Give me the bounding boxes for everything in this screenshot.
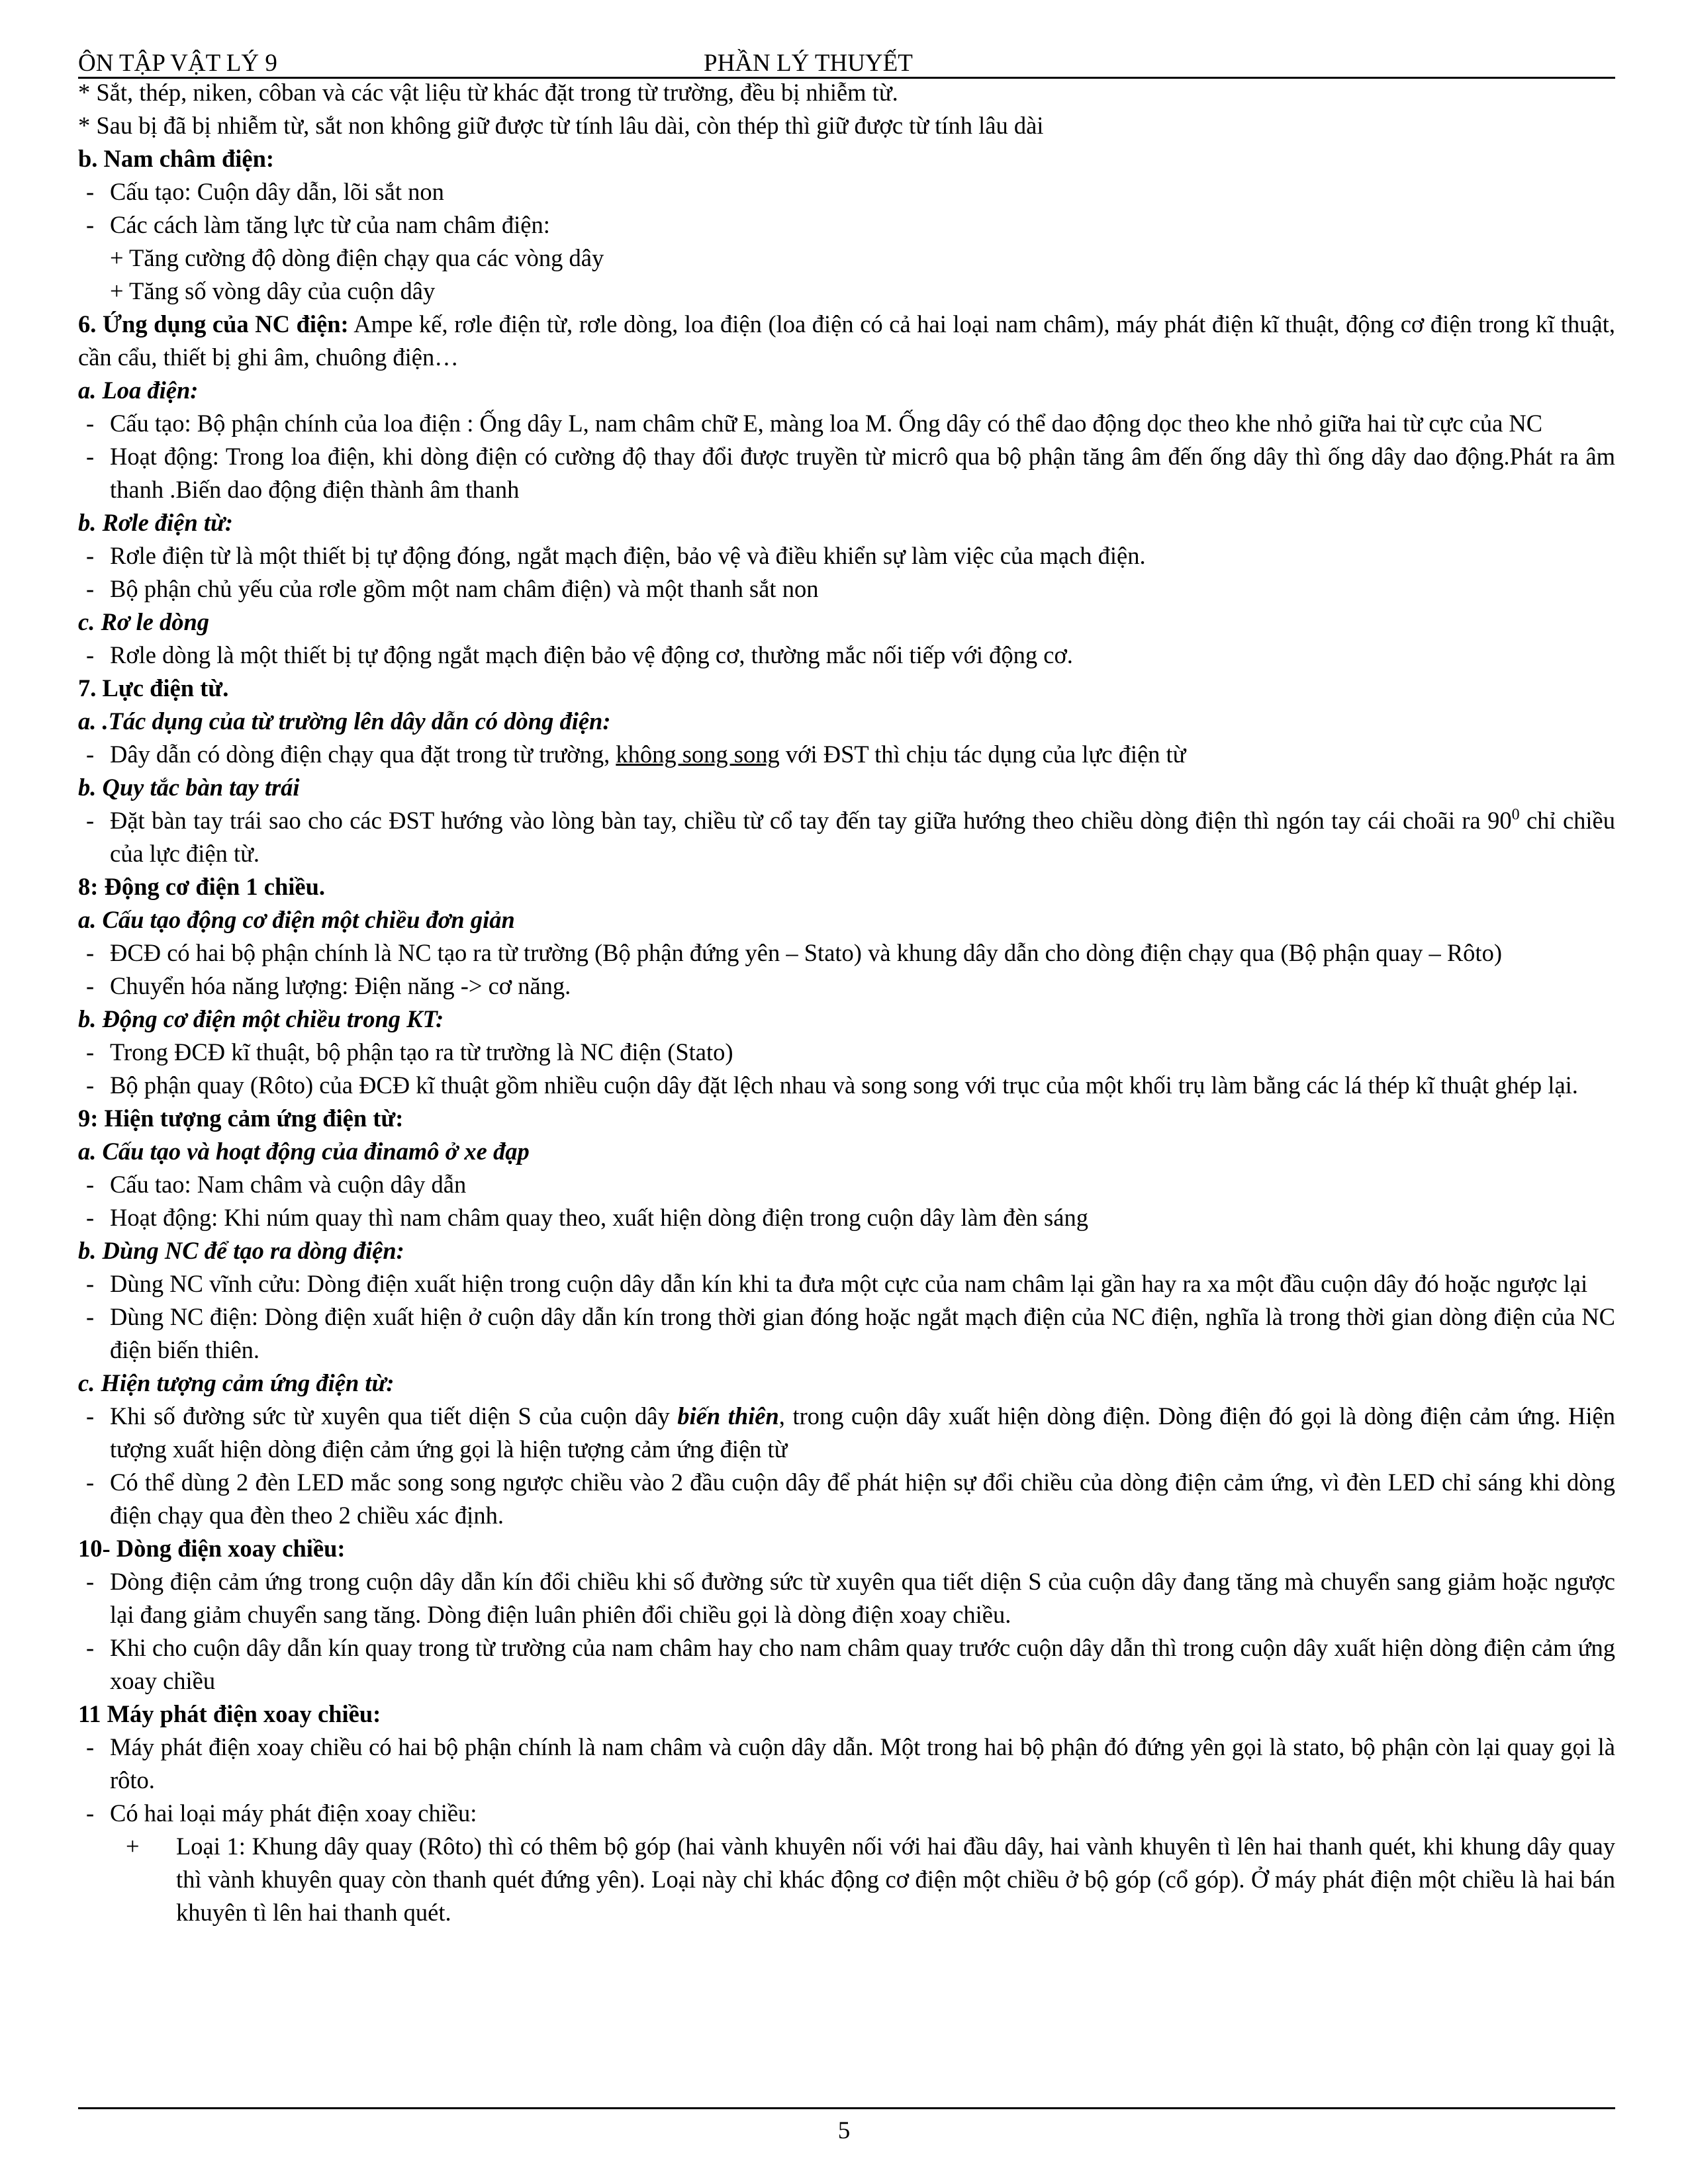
sub-item: + Tăng số vòng dây của cuộn dây — [110, 277, 436, 304]
bullet-item — [78, 804, 1615, 870]
bullet-item: - Chuyển hóa năng lượng: Điện năng -> cơ năng. — [78, 970, 1615, 1003]
subsection-heading: c. Rơ le dòng — [78, 608, 210, 635]
bullet-item: - Dùng NC điện: Dòng điện xuất hiện ở cuộn dây dẫn kín trong thời gian đóng hoặc ngắt mạch điện của NC điện, nghĩa là trong thời gian dòng điện của NC điện biến thiên. — [78, 1300, 1615, 1367]
page-header — [78, 45, 1615, 79]
bullet-item: - Trong ĐCĐ kĩ thuật, bộ phận tạo ra từ trường là NC điện (Stato) — [78, 1036, 1615, 1069]
bullet-item: - Có thể dùng 2 đèn LED mắc song song ngược chiều vào 2 đầu cuộn dây để phát hiện sự đổi chiều của dòng điện cảm ứng, vì đèn LED chỉ sáng khi dòng điện chạy qua đèn theo 2 chiều xác định. — [78, 1466, 1615, 1532]
bullet-text: với ĐST thì chịu tác dụng của lực điện từ — [779, 741, 1186, 768]
bullet-item: - ĐCĐ có hai bộ phận chính là NC tạo ra từ trường (Bộ phận đứng yên – Stato) và khung dây dẫn cho dòng điện chạy qua (Bộ phận quay – Rôto) — [78, 936, 1615, 970]
footer-divider — [78, 2107, 1615, 2109]
underlined-text: không song song — [616, 741, 780, 768]
document-body — [78, 76, 1615, 1929]
bullet-item — [78, 1400, 1615, 1466]
bullet-item: - Khi cho cuộn dây dẫn kín quay trong từ trường của nam châm hay cho nam châm quay trước cuộn dây dẫn thì trong cuộn dây xuất hiện dòng điện cảm ứng xoay chiều — [78, 1631, 1615, 1698]
subsection-heading: c. Hiện tượng cảm ứng điện từ: — [78, 1369, 395, 1396]
header-center-title: PHẦN LÝ THUYẾT — [704, 50, 913, 77]
bullet-item: - Cấu tạo: Bộ phận chính của loa điện : Ống dây L, nam châm chữ E, màng loa M. Ống dây có thể dao động dọc theo khe nhỏ giữa hai từ cực của NC — [78, 407, 1615, 440]
bullet-text: chỉ chiều của lực điện từ. — [110, 807, 1615, 867]
subsection-heading: b. Rơle điện từ: — [78, 509, 234, 536]
bullet-item: - Bộ phận chủ yếu của rơle gồm một nam châm điện) và một thanh sắt non — [78, 572, 1615, 606]
subsection-heading: b. Động cơ điện một chiều trong KT: — [78, 1005, 444, 1032]
section-heading: 8: Động cơ điện 1 chiều. — [78, 873, 326, 900]
bullet-text: Khi số đường sức từ xuyên qua tiết diện S của cuộn dây — [110, 1402, 678, 1430]
bullet-item — [78, 738, 1615, 771]
bullet-item: - Rơle dòng là một thiết bị tự động ngắt mạch điện bảo vệ động cơ, thường mắc nối tiếp với động cơ. — [78, 639, 1615, 672]
sub-item: + Loại 1: Khung dây quay (Rôto) thì có thêm bộ góp (hai vành khuyên nối với hai đầu dây, hai vành khuyên tì lên hai thanh quét, khi khung dây quay thì vành khuyên quay còn thanh quét đứng yên). Loại này chỉ khác động cơ điện một chiều ở bộ góp (cổ góp). Ở máy phát điện một chiều là hai bán khuyên tì lên hai thanh quét. — [78, 1830, 1615, 1929]
bullet-item: - Dùng NC vĩnh cửu: Dòng điện xuất hiện trong cuộn dây dẫn kín khi ta đưa một cực của nam châm lại gần hay ra xa một đầu cuộn dây đó hoặc ngược lại — [78, 1267, 1615, 1300]
paragraph-text: Ampe kế, rơle điện từ, rơle dòng, loa điện (loa điện có cả hai loại nam châm), máy phát điện kĩ thuật, động cơ điện trong kĩ thuật, cần cẩu, thiết bị ghi âm, chuông điện… — [78, 310, 1616, 371]
bullet-item: - Các cách làm tăng lực từ của nam châm điện: — [78, 208, 1615, 242]
emphasis-text: biến thiên — [677, 1402, 779, 1430]
bullet-item: - Hoạt động: Trong loa điện, khi dòng điện có cường độ thay đổi được truyền từ micrô qua bộ phận tăng âm đến ống dây thì ống dây dao động.Phát ra âm thanh .Biến dao động điện thành âm thanh — [78, 440, 1615, 506]
sub-item: + Tăng cường độ dòng điện chạy qua các vòng dây — [110, 244, 604, 271]
bullet-item: - Cấu tao: Nam châm và cuộn dây dẫn — [78, 1168, 1615, 1201]
page-number: 5 — [837, 2117, 851, 2144]
superscript: 0 — [1511, 806, 1520, 823]
bullet-text: Dây dẫn có dòng điện chạy qua đặt trong từ trường, — [110, 741, 616, 768]
bullet-item: - Bộ phận quay (Rôto) của ĐCĐ kĩ thuật gồm nhiều cuộn dây đặt lệch nhau và song song với trục của một khối trụ làm bằng các lá thép kĩ thuật ghép lại. — [78, 1069, 1615, 1102]
subsection-heading: a. Cấu tạo và hoạt động của đinamô ở xe đạp — [78, 1138, 530, 1165]
subsection-heading: b. Quy tắc bàn tay trái — [78, 774, 300, 801]
section-heading: 9: Hiện tượng cảm ứng điện từ: — [78, 1105, 404, 1132]
bullet-item: - Máy phát điện xoay chiều có hai bộ phận chính là nam châm và cuộn dây dẫn. Một trong hai bộ phận đó đứng yên gọi là stato, bộ phận còn lại quay gọi là rôto. — [78, 1731, 1615, 1797]
bullet-item: - Cấu tạo: Cuộn dây dẫn, lõi sắt non — [78, 175, 1615, 208]
bullet-item: - Hoạt động: Khi núm quay thì nam châm quay theo, xuất hiện dòng điện trong cuộn dây làm đèn sáng — [78, 1201, 1615, 1234]
text-line: * Sau bị đã bị nhiễm từ, sắt non không giữ được từ tính lâu dài, còn thép thì giữ được từ tính lâu dài — [78, 112, 1044, 139]
section-heading: b. Nam châm điện: — [78, 145, 275, 172]
section-heading: 6. Ứng dụng của NC điện: — [78, 310, 349, 338]
bullet-item: - Có hai loại máy phát điện xoay chiều: — [78, 1797, 1615, 1830]
header-left-title: ÔN TẬP VẬT LÝ 9 — [78, 50, 277, 77]
subsection-heading: b. Dùng NC để tạo ra dòng điện: — [78, 1237, 404, 1264]
bullet-item: - Rơle điện từ là một thiết bị tự động đóng, ngắt mạch điện, bảo vệ và điều khiển sự làm việc của mạch điện. — [78, 539, 1615, 572]
bullet-text: Đặt bàn tay trái sao cho các ĐST hướng vào lòng bàn tay, chiều từ cổ tay đến tay giữa hướng theo chiều dòng điện thì ngón tay cái choãi ra 90 — [110, 807, 1512, 834]
subsection-heading: a. Loa điện: — [78, 377, 199, 404]
section-heading: 10- Dòng điện xoay chiều: — [78, 1535, 346, 1562]
section-heading: 7. Lực điện từ. — [78, 674, 229, 702]
section-heading: 11 Máy phát điện xoay chiều: — [78, 1700, 381, 1727]
bullet-text: , trong cuộn dây xuất hiện dòng điện. Dòng điện đó gọi là dòng điện cảm ứng. Hiện tượng xuất hiện dòng điện cảm ứng gọi là hiện tượng cảm ứng điện từ — [110, 1402, 1615, 1463]
paragraph — [78, 308, 1615, 374]
subsection-heading: a. .Tác dụng của từ trường lên dây dẫn có dòng điện: — [78, 707, 611, 735]
subsection-heading: a. Cấu tạo động cơ điện một chiều đơn giản — [78, 906, 515, 933]
bullet-item: - Dòng điện cảm ứng trong cuộn dây dẫn kín đổi chiều khi số đường sức từ xuyên qua tiết diện S của cuộn dây đang tăng mà chuyển sang giảm hoặc ngược lại đang giảm chuyển sang tăng. Dòng điện luân phiên đổi chiều gọi là dòng điện xoay chiều. — [78, 1565, 1615, 1631]
text-line: * Sắt, thép, niken, côban và các vật liệu từ khác đặt trong từ trường, đều bị nhiễm từ. — [78, 79, 898, 106]
